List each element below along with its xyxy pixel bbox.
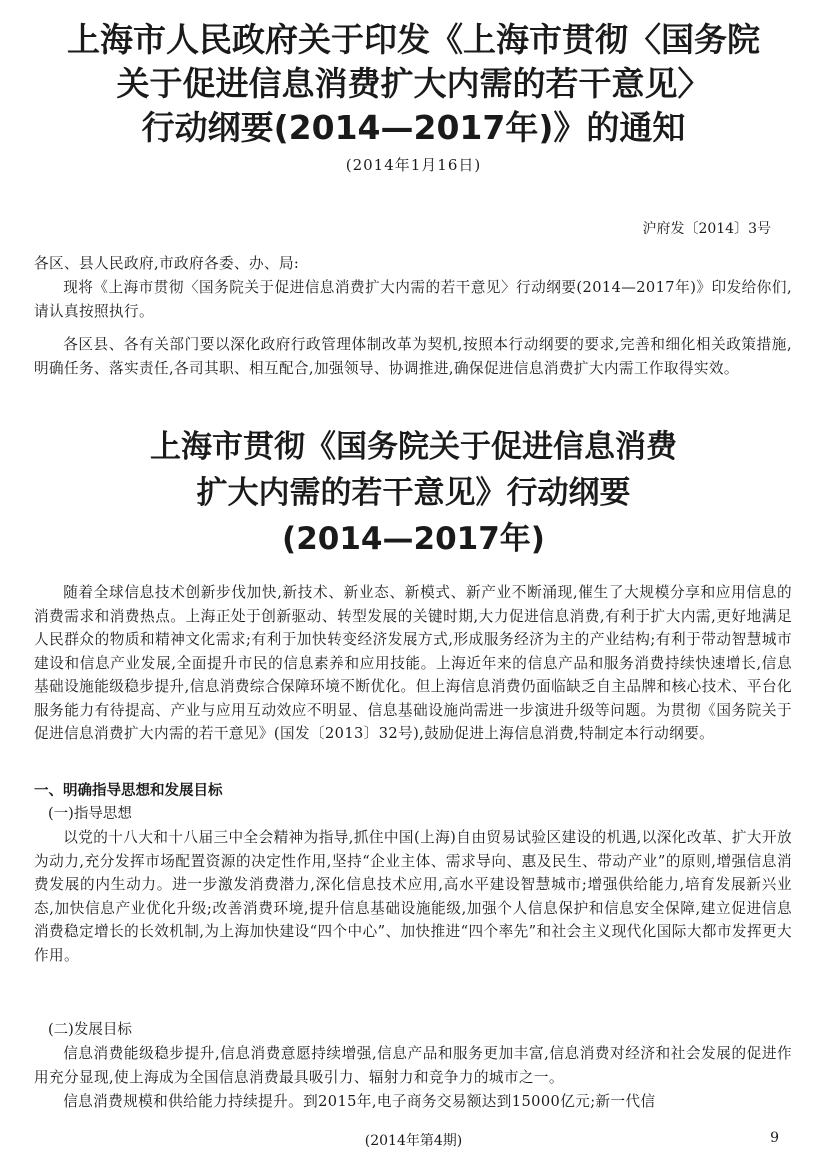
intro-paragraph: 随着全球信息技术创新步伐加快,新技术、新业态、新模式、新产业不断涌现,催生了大规模分享和应用信息的消费需求和消费热点。上海正处于创新驱动、转型发展的关键时期,大力促进信息消费,有利于扩大内需,更好地满足人民群众的物质和精神文化需求;有利于加快转变经济发展方式,形成服务经济为主的产业结构;有利于带动智慧城市建设和信息产业发展,全面提升市民的信息素养和应用技能。上海近年来的信息产品和服务消费持续快速增长,信息基础设施能级稳步提升,信息消费综合保障环境不断优化。但上海信息消费仍面临缺乏自主品牌和核心技术、平台化服务能力有待提高、产业与应用互动效应不明显、信息基础设施尚需进一步演进升级等问题。为贯彻《国务院关于促进信息消费扩大内需的若干意见》(国发〔2013〕32号),鼓励促进上海信息消费,特制定本行动纲要。: [34, 584, 792, 742]
subsection-1-text: 以党的十八大和十八届三中全会精神为指导,抓住中国(上海)自由贸易试验区建设的机遇,以深化改革、扩大开放为动力,充分发挥市场配置资源的决定性作用,坚持“企业主体、需求导向、惠及民生、带动产业”的原则,增强信息消费发展的内生动力。进一步激发消费潜力,深化信息技术应用,高水平建设智慧城市;增强供给能力,培育发展新兴业态,加快信息产业优化升级;改善消费环境,提升信息基础设施能级,加强个人信息保护和信息安全保障,建立促进信息消费稳定增长的长效机制,为上海加快建设“四个中心”、加快推进“四个率先”和社会主义现代化国际大都市发挥更大作用。: [34, 829, 792, 964]
subsection-2-heading: (二)发展目标: [48, 1022, 132, 1038]
notice-paragraph-2: 各区县、各有关部门要以深化政府行政管理体制改革为契机,按照本行动纲要的要求,完善和细化相关政策措施,明确任务、落实责任,各司其职、相互配合,加强领导、协调推进,确保促进信息消费扩大内需工作取得实效。: [34, 336, 792, 377]
notice-title-line-3: 行动纲要(2014—2017年)》的通知: [141, 108, 686, 147]
notice-paragraph-1: 现将《上海市贯彻〈国务院关于促进信息消费扩大内需的若干意见〉行动纲要(2014—2017年)》印发给你们,请认真按照执行。: [34, 279, 792, 320]
document-title-line-1: 上海市贯彻《国务院关于促进信息消费: [150, 429, 677, 465]
salutation: 各区、县人民政府,市政府各委、办、局:: [34, 255, 300, 272]
subsection-2-text-continued: 信息消费规模和供给能力持续提升。到2015年,电子商务交易额达到15000亿元;新一代信: [63, 1093, 656, 1110]
document-title-line-3: (2014—2017年): [282, 521, 545, 557]
document-title: [0, 424, 827, 562]
section-1-heading: 一、明确指导思想和发展目标: [34, 783, 223, 799]
footer-issue: (2014年第4期): [364, 1133, 463, 1149]
notice-date: (2014年1月16日): [345, 156, 482, 174]
subsection-2-text: 信息消费能级稳步提升,信息消费意愿持续增强,信息产品和服务更加丰富,信息消费对经济和社会发展的促进作用充分显现,使上海成为全国信息消费最具吸引力、辐射力和竞争力的城市之一。: [34, 1045, 792, 1086]
document-title-line-2: 扩大内需的若干意见》行动纲要: [196, 475, 631, 511]
notice-title-line-1: 上海市人民政府关于印发《上海市贯彻〈国务院: [67, 20, 760, 59]
notice-title: [0, 18, 827, 150]
notice-title-line-2: 关于促进信息消费扩大内需的若干意见〉: [116, 64, 711, 103]
document-number: 沪府发〔2014〕3号: [642, 221, 771, 237]
page-number: 9: [770, 1130, 779, 1146]
subsection-1-heading: (一)指导思想: [48, 806, 132, 822]
